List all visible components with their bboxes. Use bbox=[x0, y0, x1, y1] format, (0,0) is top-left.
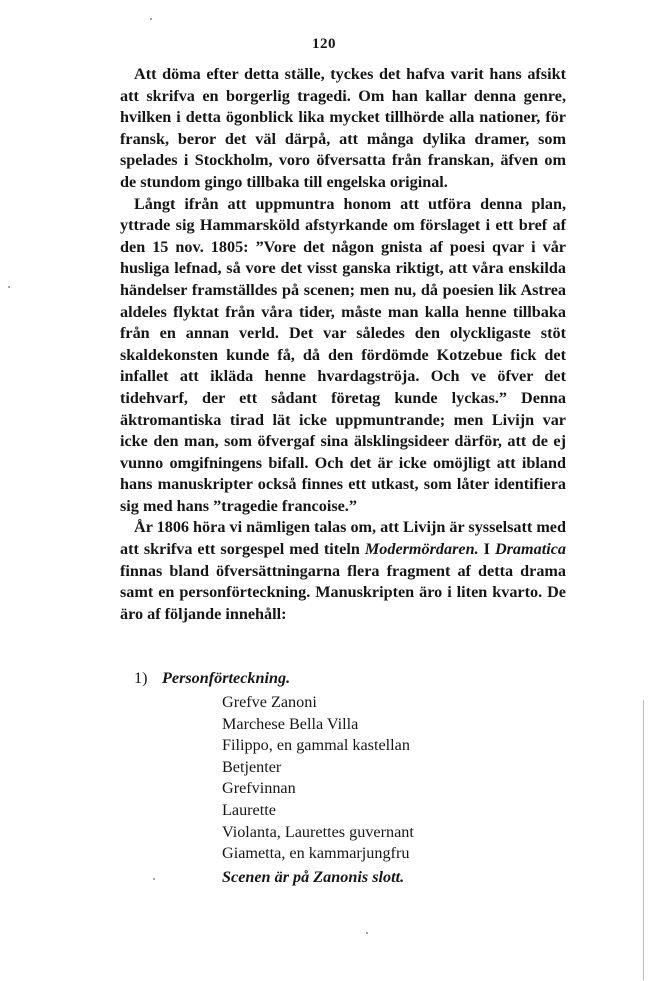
source-title: Dramatica bbox=[494, 540, 566, 559]
character-item: Marchese Bella Villa bbox=[222, 714, 359, 733]
paragraph: Att döma efter detta ställe, tyckes det hafva varit hans afsikt att skrifva en borgerlig tragedi. Om han kallar denna genre, hvilken i detta ögonblick lika mycket tillhörde alla nationer, för fransk, beror det väl därpå, att många dylika dramer, som spelades i Stockholm, voro öfversatta från franskan, äfven om de stundom gingo tillbaka till engelska original. bbox=[120, 65, 566, 191]
character-item: Violanta, Laurettes guvernant bbox=[222, 822, 414, 841]
character-item: Grefve Zanoni bbox=[222, 693, 317, 711]
character-list bbox=[134, 692, 574, 865]
paragraph bbox=[120, 517, 566, 625]
page-number: 120 bbox=[312, 36, 336, 52]
paragraph-text: År 1806 höra vi nämligen talas om, att Livijn är sysselsatt med att skrifva ett sorgespel med titeln bbox=[120, 518, 566, 559]
scan-speck bbox=[8, 286, 10, 288]
character-item: Grefvinnan bbox=[222, 779, 296, 798]
scan-speck bbox=[366, 932, 368, 934]
scan-speck bbox=[150, 18, 152, 20]
list-number: 1) bbox=[134, 669, 148, 687]
body-text bbox=[120, 64, 566, 625]
list-title: Personförteckning. bbox=[162, 669, 291, 687]
character-list-section bbox=[134, 668, 574, 888]
paragraph-text: finnas bland öfversättningarna flera fragment af detta drama samt en personförteckning. Manuskripten äro i liten kvarto. De äro af följande innehåll: bbox=[120, 561, 566, 623]
scene-note: Scenen är på Zanonis slott. bbox=[222, 867, 405, 886]
drama-title: Modermördaren. bbox=[364, 540, 479, 559]
character-item: Laurette bbox=[222, 800, 276, 819]
list-heading bbox=[134, 668, 574, 692]
paragraph-text: I bbox=[478, 540, 495, 559]
paragraph: Långt ifrån att uppmuntra honom att utföra denna plan, yttrade sig Hammarsköld afstyrkande om förslaget i ett bref af den 15 nov. 1805: ”Vore det någon gnista af poesi qvar i vår husliga lefnad, så vore det visst ganska riktigt, att våra enskilda händelser framställdes på scenen; men nu, då poesien lik Astrea aldeles flyktat från våra tider, måste man kalla henne tillbaka från en annan verld. Det var således den olyckligaste stöt skaldekonsten kunde få, då den fördömde Kotzebue fick det infallet att ikläda henne hvardagströja. Och ve öfver det tidehvarf, der ett sådant företag kunde lyckas.” Denna äktromantiska tirad lät icke uppmuntrande; men Livijn var icke den man, som öfvergaf sina älsklingsideer därför, att de ej vunno omgifningens bifall. Och det är icke omöjligt att ibland hans manuskripter också finnes ett utkast, som låter identifiera sig med hans ”tragedie francoise.” bbox=[120, 194, 566, 515]
character-item: Betjenter bbox=[222, 757, 282, 776]
scan-speck bbox=[153, 878, 155, 880]
character-item: Filippo, en gammal kastellan bbox=[222, 736, 410, 755]
character-item: Giametta, en kammarjungfru bbox=[222, 844, 410, 863]
page-edge bbox=[643, 700, 644, 980]
